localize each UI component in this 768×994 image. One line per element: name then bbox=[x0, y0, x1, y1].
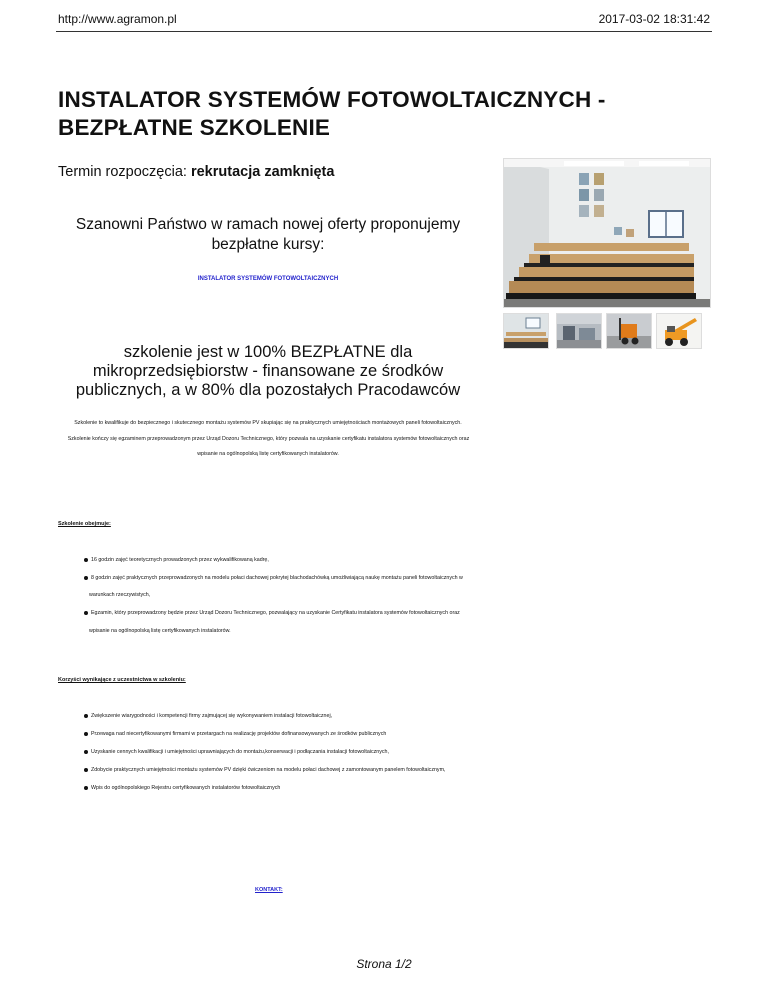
bullet-icon bbox=[84, 732, 88, 736]
thumbnail-forklift[interactable] bbox=[606, 313, 652, 349]
start-value: rekrutacja zamknięta bbox=[190, 164, 335, 180]
start-label: Termin rozpoczęcia: bbox=[58, 164, 191, 180]
section-heading-scope: Szkolenie obejmuje: bbox=[58, 521, 111, 527]
list-item: 8 godzin zajęć praktycznych przeprowadzonych na modelu połaci dachowej pokrytej blachodachówką umożliwiającą naukę montażu paneli fotowoltaicznych w bbox=[84, 575, 463, 581]
list-item: Zwiększenie wiarygodności i kompetencji firmy zajmującej się wykonywaniem instalacji fotowoltaicznej, bbox=[84, 713, 332, 719]
description-line: Szkolenie kończy się egzaminem przeprowadzonym przez Urząd Dozoru Technicznego, który pozwala na uzyskanie certyfikatu instalatora systemów fotowoltaicznych oraz bbox=[67, 436, 470, 442]
list-item: Wpis do ogólnopolskiego Rejestru certyfikowanych instalatorów fotowoltaicznych bbox=[84, 785, 280, 791]
description-line: Szkolenie to kwalifikuje do bezpiecznego i skutecznego montażu systemów PV skupiając się na praktycznych umiejętnościach montażowych paneli fotowoltaicznych. bbox=[74, 420, 462, 426]
page-number: Strona 1/2 bbox=[356, 957, 412, 971]
thumbnail-classroom[interactable] bbox=[503, 313, 549, 349]
list-item-continuation: wpisanie na ogólnopolską listę certyfikowanych instalatorów. bbox=[89, 628, 231, 634]
bullet-icon bbox=[84, 576, 88, 580]
list-item: Uzyskanie cennych kwalifikacji i umiejętności uprawniających do montażu,konserwacji i podłączania instalacji fotowoltaicznych, bbox=[84, 749, 389, 755]
bullet-icon bbox=[84, 714, 88, 718]
free-training-text: szkolenie jest w 100% BEZPŁATNE dla mikroprzedsiębiorstw - finansowane ze środków publicznych, a w 80% dla pozostałych Pracodawców bbox=[75, 343, 461, 399]
contact-link[interactable]: KONTAKT: bbox=[255, 887, 283, 893]
bullet-icon bbox=[84, 611, 88, 615]
bullet-icon bbox=[84, 768, 88, 772]
bullet-icon bbox=[84, 558, 88, 562]
intro-text: Szanowni Państwo w ramach nowej oferty proponujemy bezpłatne kursy: bbox=[75, 216, 461, 253]
thumbnail-telehandler[interactable] bbox=[656, 313, 702, 349]
section-heading-benefits: Korzyści wynikające z uczestnictwa w szkoleniu: bbox=[58, 677, 186, 683]
thumbnail-workshop[interactable] bbox=[556, 313, 602, 349]
header-divider bbox=[56, 31, 712, 32]
bullet-icon bbox=[84, 750, 88, 754]
classroom-photo[interactable] bbox=[503, 158, 711, 308]
course-link[interactable]: INSTALATOR SYSTEMÓW FOTOWOLTAICZNYCH bbox=[197, 276, 339, 282]
start-date bbox=[58, 164, 334, 180]
list-item-continuation: warunkach rzeczywistych, bbox=[89, 592, 151, 598]
site-url[interactable]: http://www.agramon.pl bbox=[58, 12, 177, 26]
list-item: 16 godzin zajęć teoretycznych prowadzonych przez wykwalifikowaną kadrę, bbox=[84, 557, 269, 563]
page-title: INSTALATOR SYSTEMÓW FOTOWOLTAICZNYCH - BEZPŁATNE SZKOLENIE bbox=[58, 87, 606, 140]
print-datetime: 2017-03-02 18:31:42 bbox=[598, 12, 710, 26]
description-line: wpisanie na ogólnopolską listę certyfikowanych instalatorów. bbox=[197, 451, 339, 457]
list-item: Egzamin, który przeprowadzony będzie przez Urząd Dozoru Technicznego, pozwalający na uzyskanie Certyfikatu instalatora systemów fotowoltaicznych oraz bbox=[84, 610, 460, 616]
list-item: Przewaga nad niecertyfikowanymi firmami w przetargach na realizację projektów dofinansowywanych ze środków publicznych bbox=[84, 731, 386, 737]
bullet-icon bbox=[84, 786, 88, 790]
list-item: Zdobycie praktycznych umiejętności montażu systemów PV dzięki ćwiczeniom na modelu połaci dachowej z zamontowanym panelem fotowoltaicznym, bbox=[84, 767, 445, 773]
